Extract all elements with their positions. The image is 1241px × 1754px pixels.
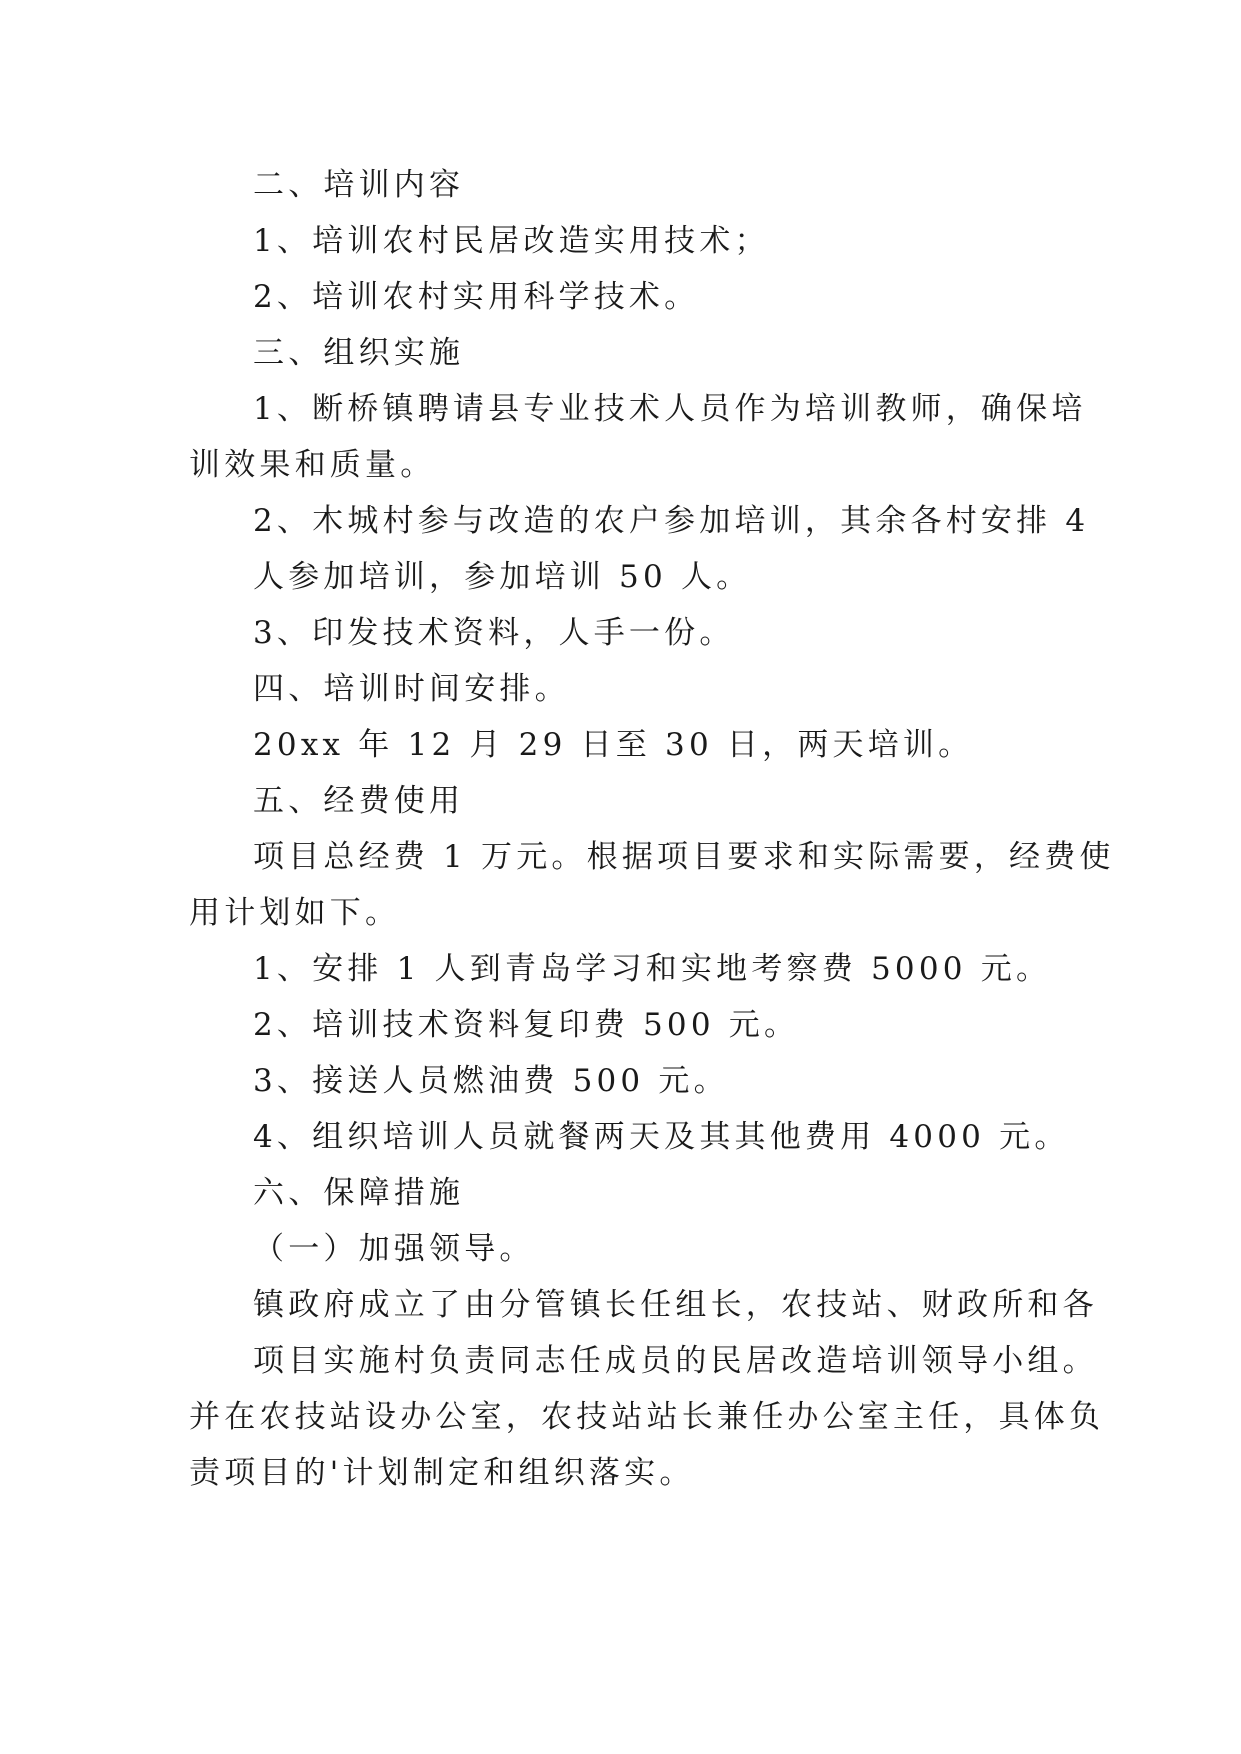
paragraph-line: 用计划如下。 [189, 895, 401, 931]
paragraph-line: 责项目的'计划制定和组织落实。 [189, 1455, 695, 1491]
section-heading-training-content: 二、培训内容 [253, 167, 465, 203]
section-heading-organization: 三、组织实施 [253, 335, 465, 371]
paragraph-line: 镇政府成立了由分管镇长任组长，农技站、财政所和各 [253, 1287, 1098, 1323]
section-heading-schedule: 四、培训时间安排。 [253, 671, 570, 707]
paragraph-line: 人参加培训，参加培训 50 人。 [253, 559, 752, 595]
paragraph-line: 2、培训技术资料复印费 500 元。 [253, 1007, 800, 1043]
paragraph-line: 3、印发技术资料，人手一份。 [253, 615, 735, 651]
paragraph-line: 1、培训农村民居改造实用技术； [253, 223, 770, 259]
paragraph-line: 3、接送人员燃油费 500 元。 [253, 1063, 729, 1099]
paragraph-line: 2、木城村参与改造的农户参加培训，其余各村安排 4 [253, 503, 1090, 539]
section-heading-funding: 五、经费使用 [253, 783, 465, 819]
paragraph-line: 并在农技站设办公室，农技站站长兼任办公室主任，具体负 [189, 1399, 1105, 1435]
paragraph-line: 2、培训农村实用科学技术。 [253, 279, 700, 315]
section-heading-safeguards: 六、保障措施 [253, 1175, 465, 1211]
paragraph-line: 4、组织培训人员就餐两天及其其他费用 4000 元。 [253, 1119, 1070, 1155]
paragraph-line: 20xx 年 12 月 29 日至 30 日，两天培训。 [253, 727, 974, 763]
paragraph-line: 训效果和质量。 [189, 447, 436, 483]
paragraph-line: 项目实施村负责同志任成员的民居改造培训领导小组。 [253, 1343, 1098, 1379]
paragraph-line: 项目总经费 1 万元。根据项目要求和实际需要，经费使 [253, 839, 1115, 875]
paragraph-line: 1、安排 1 人到青岛学习和实地考察费 5000 元。 [253, 951, 1052, 987]
subsection-heading: （一）加强领导。 [253, 1231, 535, 1267]
paragraph-line: 1、断桥镇聘请县专业技术人员作为培训教师，确保培 [253, 391, 1087, 427]
